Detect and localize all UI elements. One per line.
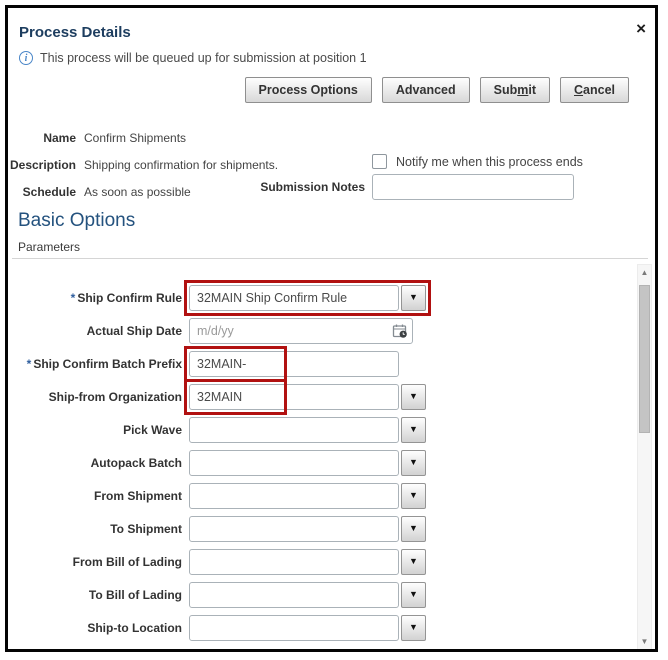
scroll-down-arrow-icon[interactable]: ▼: [640, 637, 649, 646]
dropdown-button-from-bill-of-lading[interactable]: [401, 549, 426, 575]
submission-notes-label: Submission Notes: [260, 180, 365, 194]
param-label-ship-from-organization: Ship-from Organization: [48, 389, 182, 404]
schedule-label: Schedule: [22, 185, 76, 199]
dropdown-button-ship-from-organization[interactable]: [401, 384, 426, 410]
chevron-down-icon: ▼: [409, 490, 418, 500]
parameters-list: [8, 262, 640, 644]
param-input-actual-ship-date[interactable]: [189, 318, 413, 344]
param-input-ship-from-organization[interactable]: [189, 384, 399, 410]
chevron-down-icon: ▼: [409, 424, 418, 434]
param-field-from-bill-of-lading: [189, 549, 426, 575]
param-label-from-shipment: From Shipment: [93, 488, 182, 503]
submission-notes-row: [248, 174, 574, 200]
chevron-down-icon: ▼: [409, 622, 418, 632]
param-field-to-bill-of-lading: [189, 582, 426, 608]
scroll-up-arrow-icon[interactable]: ▲: [640, 268, 649, 277]
param-label-ship-confirm-batch-prefix: * Ship Confirm Batch Prefix: [26, 356, 182, 371]
param-field-to-shipment: [189, 516, 426, 542]
chevron-down-icon: ▼: [409, 589, 418, 599]
param-input-from-shipment[interactable]: [189, 483, 399, 509]
param-row-ship-to-location: [8, 611, 640, 644]
notify-checkbox[interactable]: [372, 154, 387, 169]
chevron-down-icon: ▼: [409, 391, 418, 401]
chevron-down-icon: ▼: [409, 523, 418, 533]
notify-checkbox-label: Notify me when this process ends: [396, 154, 583, 169]
param-label-ship-to-location: Ship-to Location: [87, 620, 182, 635]
chevron-down-icon: ▼: [409, 556, 418, 566]
param-row-to-bill-of-lading: [8, 578, 640, 611]
dropdown-button-from-shipment[interactable]: [401, 483, 426, 509]
param-field-ship-confirm-batch-prefix: [189, 351, 399, 377]
chevron-down-icon: ▼: [409, 292, 418, 302]
param-label-autopack-batch: Autopack Batch: [90, 455, 182, 470]
basic-options-heading: Basic Options: [18, 210, 136, 231]
name-row: [8, 131, 186, 145]
param-field-ship-from-organization: [189, 384, 426, 410]
dropdown-button-pick-wave[interactable]: [401, 417, 426, 443]
dropdown-button-to-shipment[interactable]: [401, 516, 426, 542]
notify-row: [372, 154, 583, 169]
param-row-autopack-batch: [8, 446, 640, 479]
schedule-value: As soon as possible: [84, 185, 191, 199]
required-asterisk: *: [70, 290, 76, 305]
schedule-row: [8, 185, 191, 199]
param-input-pick-wave[interactable]: [189, 417, 399, 443]
param-row-ship-confirm-rule: [8, 281, 640, 314]
name-label: Name: [43, 131, 76, 145]
param-field-ship-confirm-rule: [189, 285, 426, 311]
calendar-clock-icon[interactable]: [392, 323, 408, 339]
cancel-button[interactable]: Cancel: [560, 77, 629, 103]
param-field-pick-wave: [189, 417, 426, 443]
param-input-ship-to-location[interactable]: [189, 615, 399, 641]
param-field-from-shipment: [189, 483, 426, 509]
param-label-to-shipment: To Shipment: [110, 521, 182, 536]
info-message: This process will be queued up for submission at position 1: [40, 51, 367, 65]
close-icon[interactable]: ×: [636, 19, 646, 38]
name-value: Confirm Shipments: [84, 131, 187, 145]
description-value: Shipping confirmation for shipments.: [84, 158, 279, 172]
param-row-ship-confirm-batch-prefix: [8, 347, 640, 380]
param-input-ship-confirm-batch-prefix[interactable]: [189, 351, 399, 377]
info-icon: i: [19, 51, 33, 65]
param-row-actual-ship-date: [8, 314, 640, 347]
vertical-scrollbar[interactable]: [637, 264, 652, 650]
chevron-down-icon: ▼: [409, 457, 418, 467]
param-field-actual-ship-date: [189, 318, 413, 344]
param-field-ship-to-location: [189, 615, 426, 641]
dropdown-button-ship-confirm-rule[interactable]: [401, 285, 426, 311]
dropdown-button-to-bill-of-lading[interactable]: [401, 582, 426, 608]
submit-button[interactable]: Submit: [480, 77, 550, 103]
param-label-to-bill-of-lading: To Bill of Lading: [88, 587, 182, 602]
divider: [12, 258, 648, 259]
param-label-ship-confirm-rule: * Ship Confirm Rule: [70, 290, 182, 305]
param-row-from-shipment: [8, 479, 640, 512]
dialog-title: Process Details: [19, 24, 131, 41]
param-input-to-bill-of-lading[interactable]: [189, 582, 399, 608]
param-row-to-shipment: [8, 512, 640, 545]
required-asterisk: *: [26, 356, 32, 371]
advanced-button[interactable]: Advanced: [382, 77, 470, 103]
process-details-dialog: [5, 5, 658, 652]
param-input-to-shipment[interactable]: [189, 516, 399, 542]
param-row-from-bill-of-lading: [8, 545, 640, 578]
param-input-ship-confirm-rule[interactable]: [189, 285, 399, 311]
param-label-actual-ship-date: Actual Ship Date: [86, 323, 182, 338]
param-row-pick-wave: [8, 413, 640, 446]
dropdown-button-ship-to-location[interactable]: [401, 615, 426, 641]
param-input-autopack-batch[interactable]: [189, 450, 399, 476]
param-input-from-bill-of-lading[interactable]: [189, 549, 399, 575]
param-label-pick-wave: Pick Wave: [123, 422, 182, 437]
scrollbar-thumb[interactable]: [639, 285, 650, 433]
param-row-ship-from-organization: [8, 380, 640, 413]
submission-notes-input[interactable]: [372, 174, 574, 200]
param-field-autopack-batch: [189, 450, 426, 476]
parameters-subheading: Parameters: [18, 240, 81, 254]
dropdown-button-autopack-batch[interactable]: [401, 450, 426, 476]
info-message-row: [19, 51, 367, 65]
process-options-button[interactable]: Process Options: [245, 77, 372, 103]
dialog-buttons: [245, 77, 629, 103]
description-label: Description: [9, 158, 76, 172]
description-row: [8, 158, 278, 172]
param-label-from-bill-of-lading: From Bill of Lading: [72, 554, 182, 569]
